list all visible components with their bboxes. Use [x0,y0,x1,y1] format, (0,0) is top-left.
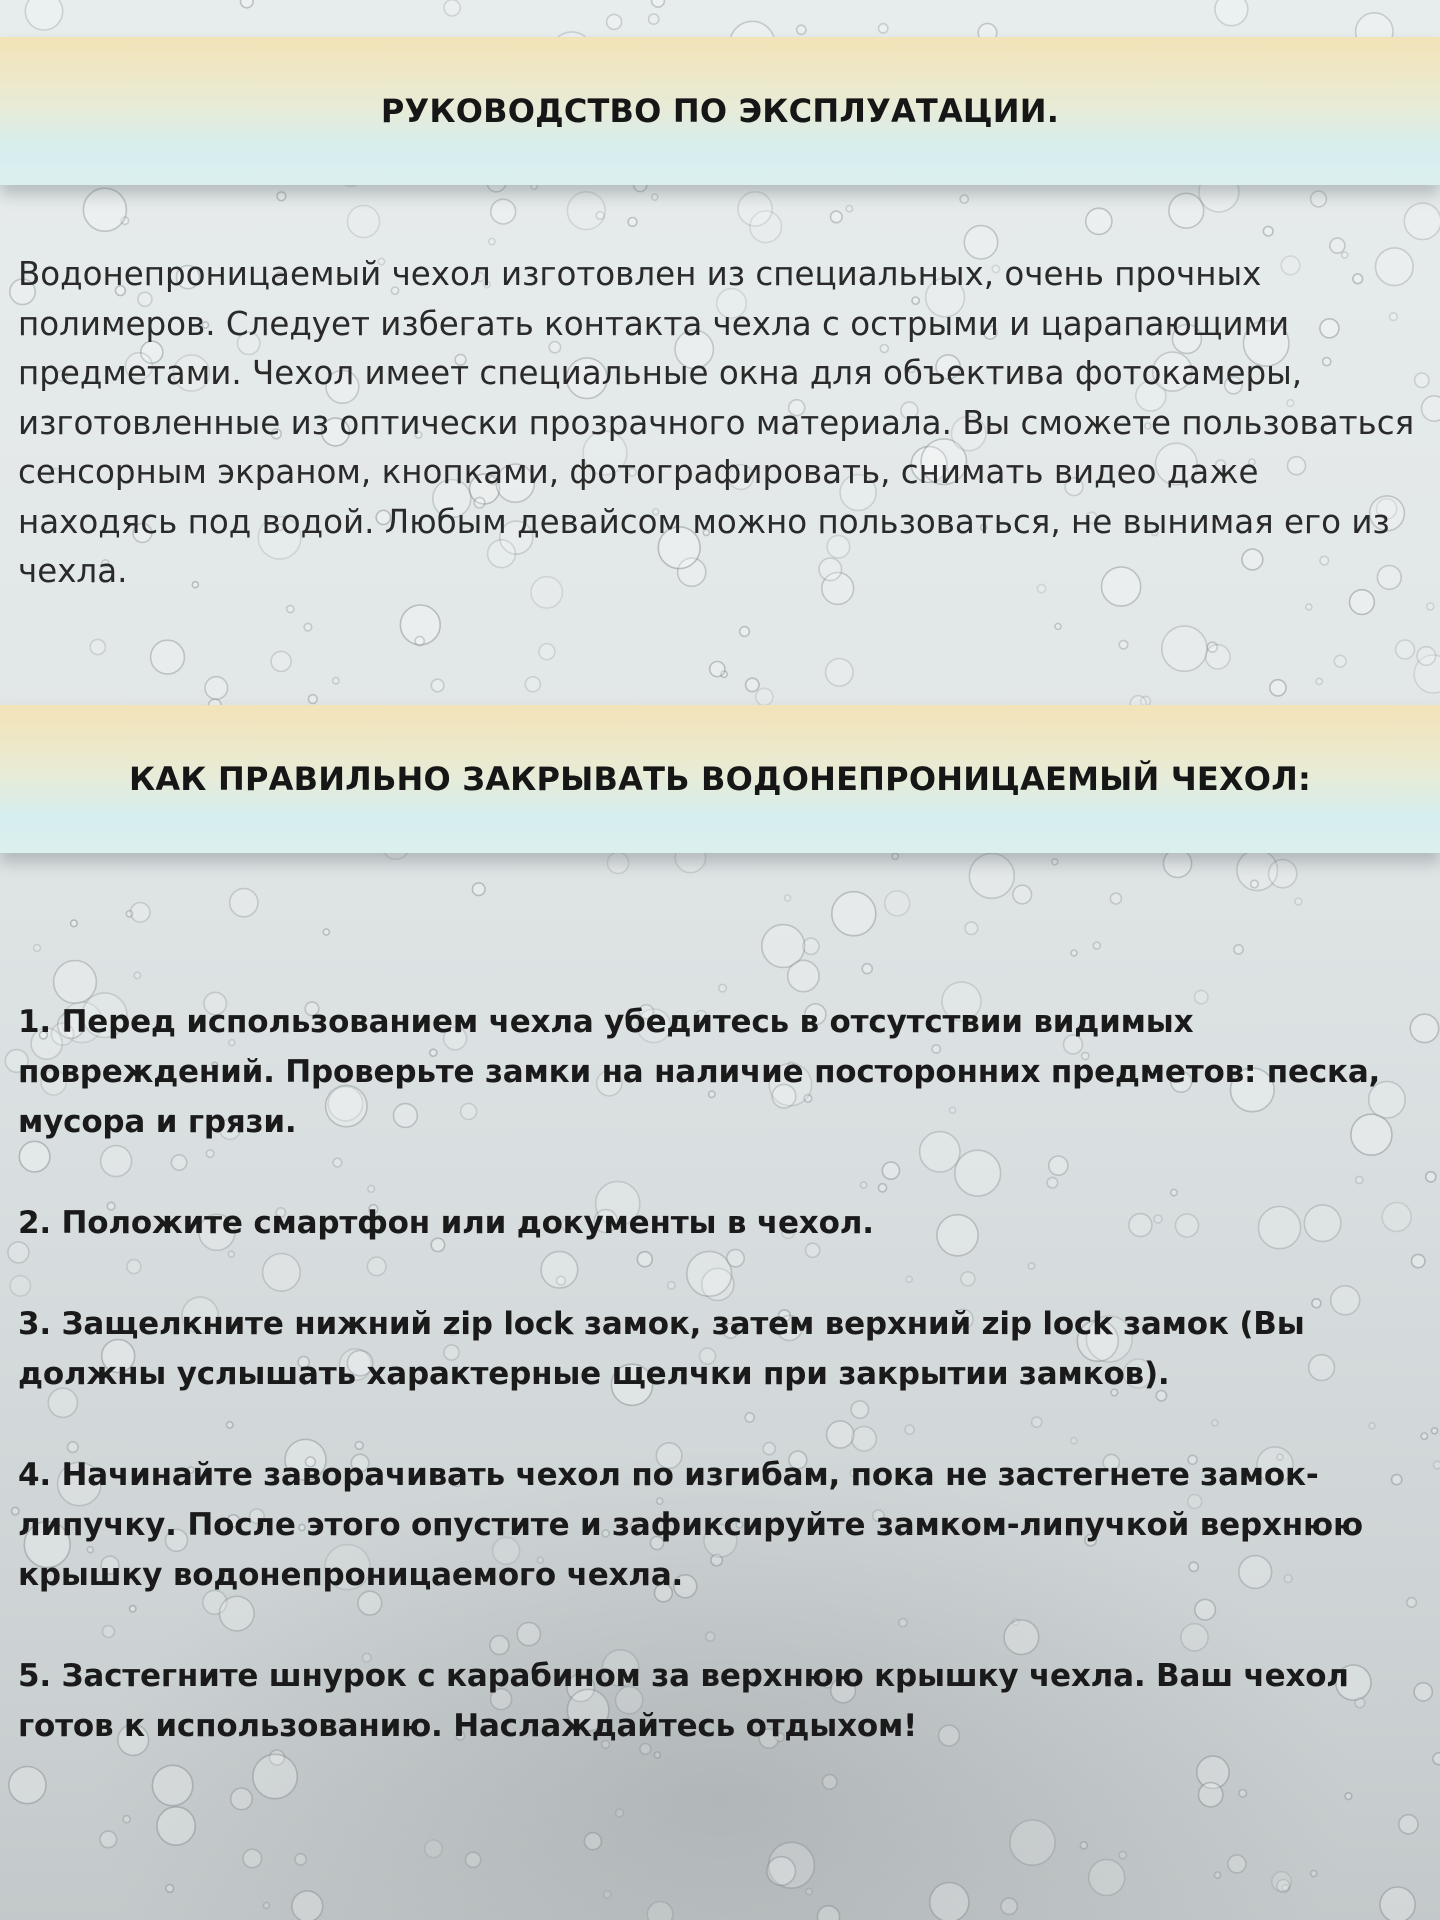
water-drop [596,212,604,220]
water-drop [205,677,228,700]
water-drop [785,895,791,901]
water-drop [1010,1820,1055,1865]
water-drop [323,929,329,935]
water-drop [431,679,444,692]
water-drop [1093,942,1100,949]
water-drop [1215,0,1248,26]
water-drop [90,639,105,654]
water-drop [83,188,126,231]
water-drop [243,1849,262,1868]
water-drop [846,206,852,212]
water-drop [649,14,659,24]
header-banner-instructions [0,705,1440,853]
water-drop [1001,1898,1017,1914]
water-drop [1086,208,1112,234]
water-drop [1334,655,1346,667]
water-drop [832,892,876,936]
water-drop [292,1891,323,1920]
header-banner-manual [0,37,1440,185]
water-drop [263,1903,269,1909]
water-drop [539,644,555,660]
water-drop [1432,1428,1438,1434]
water-drop [567,192,605,230]
water-drop [1163,849,1191,877]
water-drop [1433,1753,1440,1765]
water-drop [806,1888,812,1894]
water-drop [271,651,291,671]
water-drop [134,972,140,978]
water-drop [472,883,485,896]
water-drop [230,889,258,917]
step-item: 5. Застегните шнурок с карабином за верхнюю крышку чехла. Ваш чехол готов к использованию. Наслаждайтесь отдыхом! [18,1658,1349,1744]
water-drop [71,920,78,927]
water-drop [892,853,898,859]
water-drop [1311,1870,1317,1876]
instructions-title: КАК ПРАВИЛЬНО ЗАКРЫВАТЬ ВОДОНЕПРОНИЦАЕМЫЙ ЧЕХОЛ: [128,760,1311,798]
water-drop [1311,191,1327,207]
water-drop [151,640,185,674]
water-drop [797,25,806,34]
water-drop [826,659,854,687]
water-drop [1295,898,1302,905]
water-drop [277,192,286,201]
water-drop [960,195,968,203]
water-drop [879,24,888,33]
water-drop [1228,1855,1246,1873]
water-drop [1013,885,1032,904]
water-drop [746,678,759,691]
water-drop [756,688,773,705]
water-drop [1055,623,1061,629]
water-drop [831,211,843,223]
water-drop [333,678,339,684]
water-drop [491,199,516,224]
water-drop [348,206,380,238]
water-drop [607,14,622,29]
water-drop [652,0,665,7]
water-drop [1380,1887,1415,1920]
water-drop [965,922,978,935]
water-drop [1272,1872,1292,1892]
water-drop [1316,678,1322,684]
water-drop [1263,226,1273,236]
step-item: 2. Положите смартфон или документы в чехол. [18,1205,874,1241]
intro-paragraph: Водонепроницаемый чехол изготовлен из специальных, очень прочных полимеров. Следует избегать контакта чехла с острыми и царапающими предметами. Чехол имеет специальные окна для объектива фотокамеры, изготовленные из оптически прозрачного материала. Вы сможете пользоваться сенсорным экраном, кнопками, фотографировать, снимать видео даже находясь под водой. Любым девайсом можно пользоваться, не вынимая его из чехла. [18,255,1415,590]
water-drop [1052,859,1058,865]
water-drop [616,1809,624,1817]
water-drop [817,1906,839,1920]
water-drop [1404,203,1440,240]
manual-title: РУКОВОДСТВО ПО ЭКСПЛУАТАЦИИ. [380,92,1060,130]
water-drop [415,637,424,646]
water-drop [25,0,62,30]
water-drop [525,677,540,692]
step-item: 3. Защелкните нижний zip lock замок, затем верхний zip lock замок (Вы должны услышать характерные щелчки при закрытии замков). [18,1306,1305,1392]
water-drop [788,960,819,991]
water-drop [584,1833,601,1850]
water-drop [126,911,132,917]
water-drop [738,192,772,226]
water-drop [740,627,750,637]
water-drop [241,0,254,8]
water-drop [1119,640,1128,649]
water-drop [1427,603,1434,610]
water-drop [1162,626,1207,671]
step-item: 1. Перед использованием чехла убедитесь в отсутствии видимых повреждений. Проверьте замки на наличие посторонних предметов: песка, мусора и грязи. [18,1004,1381,1140]
water-drop [1214,1872,1220,1878]
water-drop [1206,645,1230,669]
water-drop [1119,1851,1126,1858]
water-drop [1089,1860,1125,1896]
water-drop [100,1831,117,1848]
water-drop [652,194,658,200]
water-drop [295,1854,306,1865]
water-drop [166,1885,174,1893]
water-drop [444,0,460,16]
step-item: 4. Начинайте заворачивать чехол по изгибам, пока не застегнете замок-липучку. После этого опустите и зафиксируйте замком-липучкой верхнюю крышку водонепроницаемого чехла. [18,1457,1363,1593]
water-drop [131,903,150,922]
water-drop [719,984,727,992]
water-drop [604,1891,611,1898]
water-drop [1251,880,1259,888]
water-drop [1110,893,1121,904]
water-drop [489,238,495,244]
water-drop [157,1807,195,1845]
water-drop [862,964,872,974]
water-drop [1399,1815,1418,1834]
water-drop [1433,1461,1440,1469]
water-drop [628,218,637,227]
water-drop [304,623,312,631]
water-drop [1396,640,1415,659]
water-drop [123,1816,130,1823]
water-drop [1269,860,1297,888]
water-drop [466,1852,481,1867]
water-drop [1169,193,1204,228]
water-drop [425,1840,443,1858]
water-drop [607,852,628,873]
water-drop [287,605,294,612]
water-drop [1234,945,1243,954]
water-drop [1071,950,1077,956]
water-drop [1306,604,1312,610]
water-drop [1080,1842,1087,1849]
water-drop [308,695,317,704]
water-drop [647,1902,673,1920]
water-drop [969,854,1014,899]
water-drop [1417,647,1436,666]
water-drop [767,1857,796,1886]
water-drop [1270,680,1286,696]
steps-list [18,997,1428,1802]
water-drop [885,891,910,916]
water-drop [34,945,41,952]
water-drop [710,662,725,677]
water-drop [930,1883,969,1920]
